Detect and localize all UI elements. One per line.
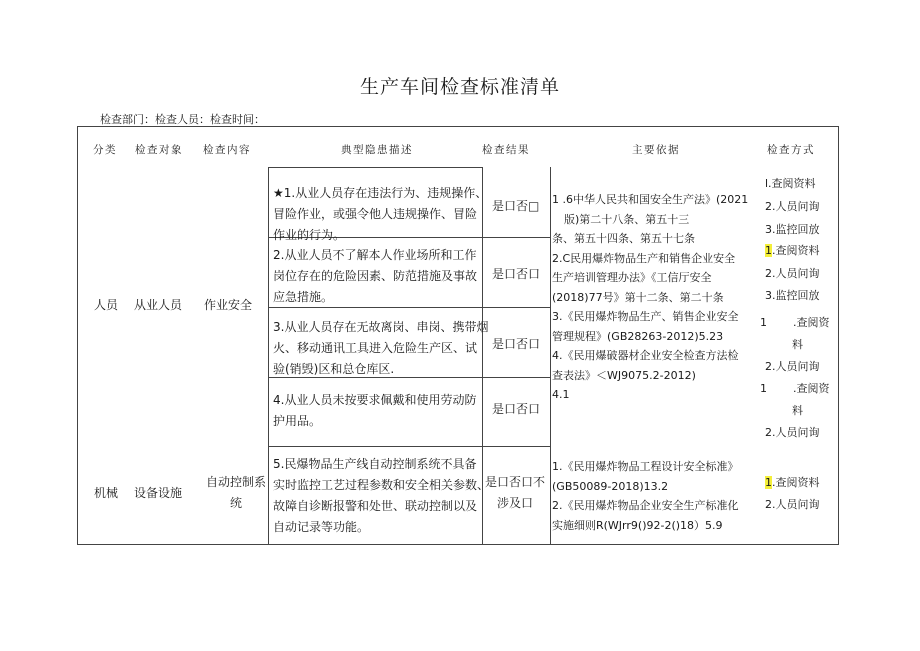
method-2 [765,240,820,308]
method-line: 3.监控回放 [765,289,820,302]
method-line: .查阅资料 [772,476,820,489]
desc-line: 自动记录等功能。 [273,520,370,534]
method-1 [765,172,820,241]
desc-line: 3.从业人员存在无故离岗、串岗、携带烟 [273,320,489,334]
row-divider [268,446,551,447]
basis-line: 2.《民用爆炸物品企业安全生产标准化 [552,499,739,512]
hazard-description-1 [273,183,487,246]
method-num: 1 [760,316,767,329]
basis-line: 2.C民用爆炸物品生产和销售企业安全 [552,251,736,265]
desc-line: 4.从业人员未按要求佩戴和使用劳动防 [273,393,477,407]
method-line: .查阅资 [793,316,830,329]
desc-line: 冒险作业，或强令他人违规操作、冒险 [273,207,478,221]
content-line: 自动控制系 [205,475,266,489]
basis-line: 生产培训管理办法》《工信厅安全 [552,271,712,284]
result-checkbox-1[interactable]: 是口否□ [492,199,540,213]
column-divider [268,167,269,544]
method-num: 1 [760,382,767,395]
basis-line: 4.1 [552,388,570,401]
table-border-left [77,126,78,544]
method-line: .查阅资料 [772,244,820,257]
table-border-top [77,126,839,127]
method-line: 料 [792,338,803,351]
desc-line: 验(销毁)区和总仓库区. [273,362,395,376]
desc-line: 2.从业人员不了解本人作业场所和工作 [273,248,477,262]
row-content: 作业安全 [204,298,253,312]
inspection-meta: 检查部门：检查人员：检查时间： [100,113,265,126]
method-5 [765,472,820,516]
hazard-description-4 [273,390,476,432]
desc-line: 岗位存在的危险因素、防范措施及事故 [273,269,478,283]
page-title: 生产车间检查标准清单 [359,76,560,98]
legal-basis-1 [552,190,748,405]
desc-line: 实时监控工艺过程参数和安全相关参数、 [273,478,490,492]
content-line: 统 [229,496,242,510]
method-line: .查阅资 [793,382,830,395]
row-object: 设备设施 [134,486,183,500]
highlight-marker: 1 [765,244,772,257]
method-line: 2.人员问询 [765,426,820,439]
desc-line: 应急措施。 [273,290,334,304]
method-line: 2.人员问询 [765,266,820,280]
highlight-marker: 1 [765,476,772,489]
hazard-description-2 [273,245,477,308]
row-category: 人员 [94,298,119,312]
header-content: 检查内容 [203,144,251,156]
basis-line: 查表法》＜WJ9075.2-2012) [552,368,696,382]
basis-line: 实施细则R(WJrr9()92-2()18）5.9 [552,518,723,532]
header-result: 检查结果 [482,144,530,156]
result-checkbox-5[interactable] [485,472,545,514]
table-border-right [838,126,839,544]
basis-line: (GB50089-2018)13.2 [552,479,669,493]
method-line: 2.人员问询 [765,200,820,213]
basis-line: 1 .6中华人民共和国安全生产法》(2021 [552,193,749,206]
method-line: 料 [792,404,803,417]
basis-line: 条、第五十四条、第五十七条 [552,232,695,245]
table-border-bottom [77,544,839,545]
header-category: 分类 [93,144,117,156]
result-line: 涉及口 [497,496,534,510]
basis-line: 3.《民用爆炸物品生产、销售企业安全 [552,310,739,323]
result-line: 是口否口不 [485,475,546,489]
legal-basis-2 [552,457,739,535]
result-checkbox-2[interactable]: 是口否口 [492,267,541,281]
desc-line: 护用品。 [273,414,322,428]
desc-line: ★1.从业人员存在违法行为、违规操作、 [273,186,488,200]
basis-line: 4.《民用爆破器材企业安全检查方法检 [552,349,739,362]
method-line: 2.人员问询 [765,360,820,373]
desc-line: 5.民爆物品生产线自动控制系统不具备 [273,457,477,471]
row-content [204,472,268,514]
method-line: l.查阅资料 [765,177,816,190]
header-basis: 主要依据 [632,144,680,156]
row-divider [268,167,482,168]
basis-line: (2018)77号》第十二条、第二十条 [552,290,724,304]
hazard-description-5 [273,454,489,538]
basis-line: 管理规程》(GB28263-2012)5.23 [552,329,724,343]
desc-line: 火、移动通讯工具进入危险生产区、试 [273,341,478,355]
hazard-description-3 [273,317,488,380]
method-4 [760,378,830,444]
row-object: 从业人员 [134,298,183,312]
header-method: 检查方式 [767,144,815,156]
header-object: 检查对象 [135,144,183,156]
desc-line: 作业的行为。 [273,228,346,242]
result-checkbox-4[interactable]: 是口否口 [492,402,541,416]
result-checkbox-3[interactable]: 是口否口 [492,337,541,351]
header-hazard-description: 典型隐患描述 [341,144,413,156]
method-line: 3.监控回放 [765,223,820,236]
row-category: 机械 [94,486,119,500]
column-divider [550,167,551,544]
desc-line: 故障自诊断报警和处世、联动控制以及 [273,499,478,513]
basis-line: 1.《民用爆炸物品工程设计安全标准》 [552,460,739,473]
method-3 [760,312,830,378]
method-line: 2.人员问询 [765,498,820,511]
basis-line: 版)第二十八条、第五十三 [564,212,690,226]
